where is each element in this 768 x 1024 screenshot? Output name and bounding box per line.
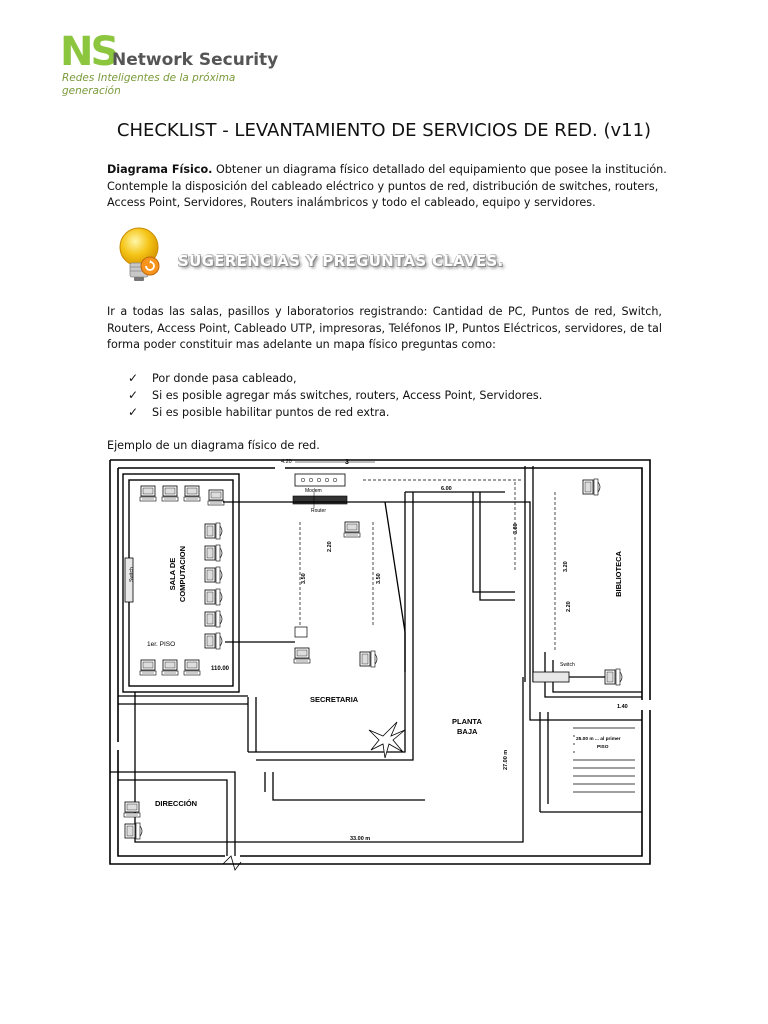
library-switch-icon <box>533 672 569 682</box>
dim-380: 3.80 <box>513 523 519 534</box>
stairs-label-1: 25.00 m ... al primer <box>576 737 621 742</box>
secretary-pc <box>344 522 360 537</box>
floor-label: 1er. PISO <box>147 641 176 648</box>
router-label: Router <box>311 508 327 514</box>
dim-350a: 3.50 <box>301 573 307 584</box>
list-item-text: Por donde pasa cableado, <box>152 372 297 385</box>
intro-text: Obtener un diagrama físico detallado del equipamiento que posee la institución. Contemple la disposición del cableado eléctrico y puntos de red, distribución de switches, routers, Access Point, Servidores, Routers inalámbricos y todo el cableado, equipo y servidores. <box>107 163 667 209</box>
checkmark-icon: ✓ <box>128 371 139 385</box>
planta-label-1: PLANTA <box>452 717 482 726</box>
planta-label-2: BAJA <box>457 727 478 736</box>
list-item <box>128 370 648 387</box>
stairs-label-2: PISO <box>597 745 609 750</box>
checkmark-icon: ✓ <box>128 388 139 402</box>
library-pc <box>605 669 622 685</box>
lab-pcs-bottom <box>140 660 200 675</box>
list-item-text: Si es posible agregar más switches, routers, Access Point, Servidores. <box>152 389 543 402</box>
secretary-pc <box>360 651 377 667</box>
dim-220b: 2.20 <box>566 601 572 612</box>
modem-label: Modem <box>305 488 322 494</box>
lightbulb-icon <box>112 225 170 289</box>
floor-plan-diagram <box>105 452 665 872</box>
dim-top: 3 <box>345 459 349 466</box>
logo-mark: NS <box>60 29 117 75</box>
secretaria-label: SECRETARIA <box>310 695 359 704</box>
list-item <box>128 387 648 404</box>
list-item-text: Si es posible habilitar puntos de red extra. <box>152 406 390 419</box>
dim-2700: 27.00 m <box>503 749 509 770</box>
diagram-caption: Ejemplo de un diagrama físico de red. <box>107 439 320 452</box>
logo-name: Network Security <box>112 50 279 70</box>
printer-icon <box>295 627 307 637</box>
dim-3300: 33.00 m <box>350 836 371 842</box>
lab-dimension: 110.00 <box>211 666 230 672</box>
checklist <box>128 370 648 421</box>
dim-320: 3.20 <box>563 561 569 572</box>
library-switch-label: Switch <box>560 662 575 668</box>
tips-banner <box>112 225 552 289</box>
intro-paragraph <box>107 162 667 212</box>
lab-pcs-right <box>205 523 222 649</box>
checkmark-icon: ✓ <box>128 405 139 419</box>
dim-140: 1.40 <box>617 704 628 710</box>
direccion-label: DIRECCIÓN <box>155 799 198 808</box>
library-pc <box>583 479 600 495</box>
dim-350b: 3.50 <box>376 573 382 584</box>
company-logo <box>60 29 290 97</box>
logo-tagline: Redes Inteligentes de la próxima generación <box>62 72 236 97</box>
dim-600: 6.00 <box>441 486 452 492</box>
document-title: CHECKLIST - LEVANTAMIENTO DE SERVICIOS DE RED. (v11) <box>116 120 652 141</box>
secretary-pc <box>294 648 310 663</box>
direction-pc <box>124 802 140 817</box>
stairs <box>573 720 635 792</box>
direction-pc <box>125 823 142 839</box>
intro-lead: Diagrama Físico. <box>107 163 213 176</box>
dim-220: 2.20 <box>327 541 333 552</box>
tips-heading: SUGERENCIAS Y PREGUNTAS CLAVES. <box>178 252 504 270</box>
body-paragraph: Ir a todas las salas, pasillos y laboratorios registrando: Cantidad de PC, Puntos de red, Switch, Routers, Access Point, Cableado UTP, impresoras, Teléfonos IP, Puntos Eléctricos, servidores, de tal forma poder constituir mas adelante un mapa físico preguntas como: <box>107 305 662 351</box>
lab-pcs-top <box>140 486 224 505</box>
lab-room-label-2: COMPUTACION <box>178 545 187 603</box>
lab-room-label-1: SALA DE <box>168 557 177 591</box>
library-label: BIBLIOTECA <box>614 551 623 597</box>
router-icon <box>293 496 347 504</box>
lab-switch-label: Switch <box>129 567 135 582</box>
dim-top-left: 4.20 <box>281 459 292 465</box>
list-item <box>128 404 648 421</box>
